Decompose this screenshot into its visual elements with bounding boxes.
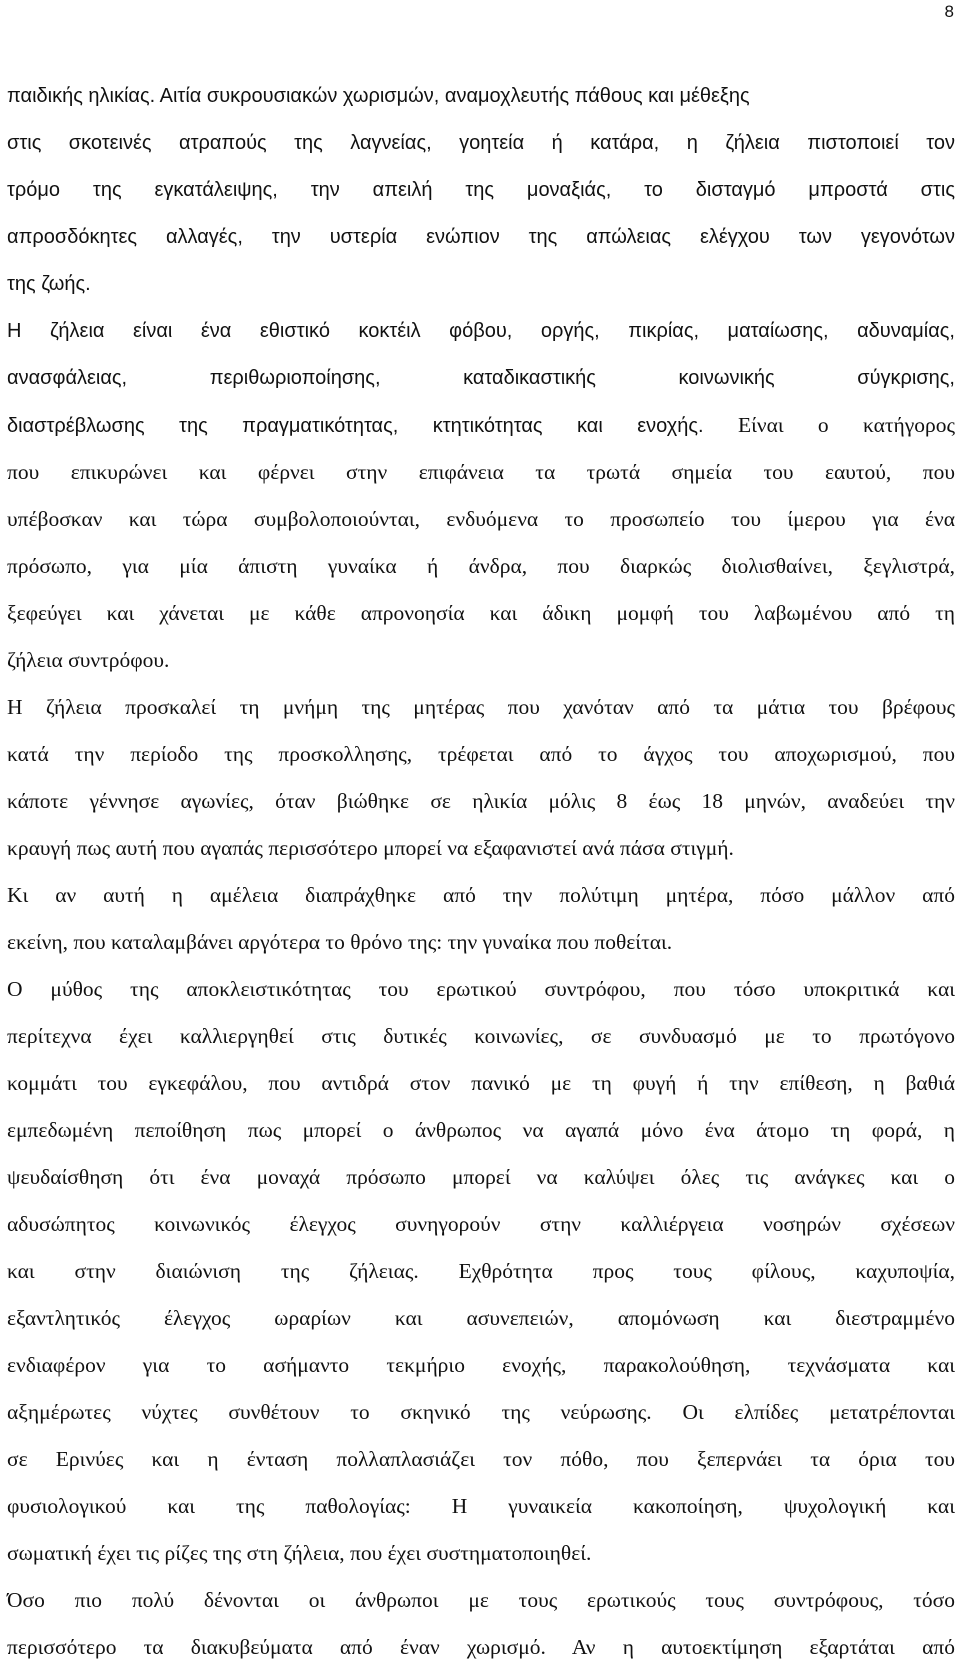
text-line: πρόσωπο, για μία άπιστη γυναίκα ή άνδρα, που διαρκώς διολισθαίνει, ξεγλιστρά, (7, 554, 955, 578)
text-line (7, 402, 955, 449)
text-line: εκείνη, που καταλαμβάνει αργότερα το θρόνο της: την γυναίκα που ποθείται. (7, 930, 673, 954)
text-segment: Είναι ο κατήγορος (737, 413, 955, 437)
text-line: και στην διαιώνιση της ζήλειας. Εχθρότητα προς τους φίλους, καχυποψία, (7, 1259, 955, 1283)
text-line: κραυγή πως αυτή που αγαπάς περισσότερο μπορεί να εξαφανιστεί ανά πάσα στιγμή. (7, 836, 734, 860)
text-line: περίτεχνα έχει καλλιεργηθεί στις δυτικές κοινωνίες, σε συνδυασμό με το πρωτόγονο (7, 1024, 955, 1048)
text-line: Η ζήλεια προσκαλεί τη μνήμη της μητέρας που χανόταν από τα μάτια του βρέφους (7, 695, 955, 719)
text-segment: παιδικής ηλικίας. (7, 85, 160, 107)
text-segment: διαστρέβλωσης της πραγματικότητας, κτητικότητας και ενοχής. (7, 415, 738, 437)
text-line: σωματική έχει τις ρίζες της στη ζήλεια, που έχει συστηματοποιηθεί. (7, 1541, 592, 1565)
document-body (0, 73, 958, 1671)
text-line: ενδιαφέρον για το ασήμαντο τεκμήριο ενοχής, παρακολούθηση, τεχνάσματα και (7, 1353, 955, 1377)
text-line: ξεφεύγει και χάνεται με κάθε απρονοησία και άδικη μομφή του λαβωμένου από τη (7, 601, 955, 625)
text-segment: Αν η αυτοεκτίμηση εξαρτάται από (571, 1635, 955, 1659)
text-line: Ο μύθος της αποκλειστικότητας του ερωτικού συντρόφου, που τόσο υποκριτικά και (7, 977, 955, 1001)
text-line: αδυσώπητος κοινωνικός έλεγχος συνηγορούν στην καλλιέργεια νοσηρών σχέσεων (7, 1212, 955, 1236)
text-line: εξαντλητικός έλεγχος ωραρίων και ασυνεπειών, απομόνωση και διεστραμμένο (7, 1306, 955, 1330)
text-line (7, 1389, 955, 1436)
text-line: απροσδόκητες αλλαγές, την υστερία ενώπιον της απώλειας ελέγχου των γεγονότων (7, 226, 955, 248)
text-segment: αξημέρωτες νύχτες συνθέτουν το σκηνικό της νεύρωσης. (7, 1400, 683, 1424)
text-line: ζήλεια συντρόφου. (7, 648, 170, 672)
page-number: 8 (944, 2, 954, 21)
text-line: ψευδαίσθηση ότι ένα μοναχά πρόσωπο μπορεί να καλύψει όλες τις ανάγκες και ο (7, 1165, 955, 1189)
text-line: εμπεδωμένη πεποίθηση πως μπορεί ο άνθρωπος να αγαπά μόνο ένα άτομο τη φορά, η (7, 1118, 955, 1142)
text-line: φυσιολογικού και της παθολογίας: Η γυναικεία κακοποίηση, ψυχολογική και (7, 1494, 955, 1518)
text-segment: Οι ελπίδες μετατρέπονται (682, 1400, 955, 1424)
text-line: κάποτε γέννησε αγωνίες, όταν βιώθηκε σε ηλικία μόλις 8 έως 18 μηνών, αναδεύει την (7, 789, 955, 813)
text-line: κομμάτι του εγκεφάλου, που αντιδρά στον πανικό με τη φυγή ή την επίθεση, η βαθιά (7, 1071, 955, 1095)
text-line: ανασφάλειας, περιθωριοποίησης, καταδικαστικής κοινωνικής σύγκρισης, (7, 367, 955, 389)
text-segment: περισσότερο τα διακυβεύματα από έναν χωρισμό. (7, 1635, 572, 1659)
text-line: Όσο πιο πολύ δένονται οι άνθρωποι με τους ερωτικούς τους συντρόφους, τόσο (7, 1588, 955, 1612)
text-line: υπέβοσκαν και τώρα συμβολοποιούνται, ενδυόμενα το προσωπείο του ίμερου για ένα (7, 507, 955, 531)
text-line: που επικυρώνει και φέρνει στην επιφάνεια τα τρωτά σημεία του εαυτού, που (7, 460, 955, 484)
text-line (7, 73, 958, 120)
text-line (7, 1624, 955, 1671)
text-line: της ζωής. (7, 273, 91, 295)
text-line: κατά την περίοδο της προσκολλησης, τρέφεται από το άγχος του αποχωρισμού, που (7, 742, 955, 766)
text-line: στις σκοτεινές ατραπούς της λαγνείας, γοητεία ή κατάρα, η ζήλεια πιστοποιεί τον (7, 132, 955, 154)
text-line: τρόμο της εγκατάλειψης, την απειλή της μοναξιάς, το δισταγμό μπροστά στις (7, 179, 955, 201)
text-line: Κι αν αυτή η αμέλεια διαπράχθηκε από την πολύτιμη μητέρα, πόσο μάλλον από (7, 883, 955, 907)
text-line: Η ζήλεια είναι ένα εθιστικό κοκτέιλ φόβου, οργής, πικρίας, ματαίωσης, αδυναμίας, (7, 320, 955, 342)
text-line: σε Ερινύες και η ένταση πολλαπλασιάζει τον πόθο, που ξεπερνάει τα όρια του (7, 1447, 955, 1471)
text-segment: Αιτία συκρουσιακών χωρισμών, αναμοχλευτής πάθους και μέθεξης (159, 85, 750, 107)
